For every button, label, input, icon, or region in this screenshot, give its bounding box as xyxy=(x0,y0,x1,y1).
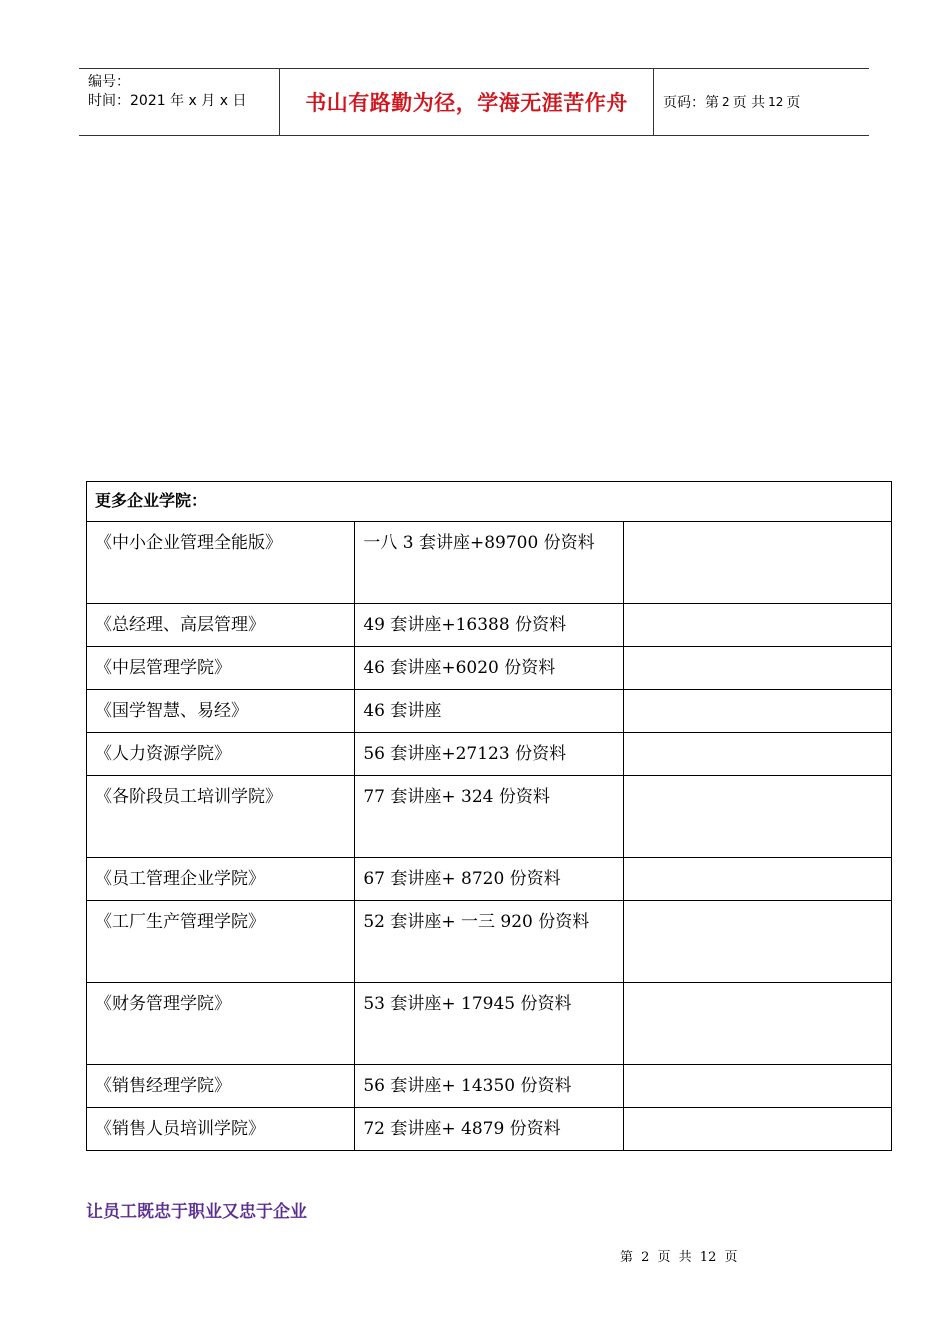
page-suffix: 页 xyxy=(786,95,801,111)
course-name: 《总经理、高层管理》 xyxy=(87,604,355,647)
table-row xyxy=(87,1108,892,1151)
table-row xyxy=(87,522,892,604)
table-title: 更多企业学院： xyxy=(87,482,892,522)
course-extra xyxy=(623,1065,891,1108)
course-name: 《工厂生产管理学院》 xyxy=(87,901,355,983)
page-footer: 第 2 页 共 12 页 xyxy=(620,1250,738,1265)
page-mid: 页 共 xyxy=(732,95,766,111)
table-row xyxy=(87,858,892,901)
course-extra xyxy=(623,776,891,858)
course-name: 《销售人员培训学院》 xyxy=(87,1108,355,1151)
course-name: 《中层管理学院》 xyxy=(87,647,355,690)
course-extra xyxy=(623,647,891,690)
course-detail: 46 套讲座 xyxy=(355,690,623,733)
course-name: 《国学智慧、易经》 xyxy=(87,690,355,733)
table-row xyxy=(87,647,892,690)
course-detail: 46 套讲座+6020 份资料 xyxy=(355,647,623,690)
header-motto: 书山有路勤为径，学海无涯苦作舟 xyxy=(280,69,654,135)
course-name: 《中小企业管理全能版》 xyxy=(87,522,355,604)
table-row xyxy=(87,1065,892,1108)
slogan: 让员工既忠于职业又忠于企业 xyxy=(86,1202,307,1222)
course-name: 《员工管理企业学院》 xyxy=(87,858,355,901)
course-detail: 56 套讲座+27123 份资料 xyxy=(355,733,623,776)
page-current: 2 xyxy=(722,95,730,109)
table-row xyxy=(87,901,892,983)
table-row xyxy=(87,690,892,733)
course-extra xyxy=(623,733,891,776)
course-extra xyxy=(623,983,891,1065)
header-meta xyxy=(79,69,280,135)
course-detail: 56 套讲座+ 14350 份资料 xyxy=(355,1065,623,1108)
course-name: 《人力资源学院》 xyxy=(87,733,355,776)
course-extra xyxy=(623,690,891,733)
table-row xyxy=(87,604,892,647)
course-detail: 72 套讲座+ 4879 份资料 xyxy=(355,1108,623,1151)
course-extra xyxy=(623,604,891,647)
course-detail: 一八 3 套讲座+89700 份资料 xyxy=(355,522,623,604)
course-detail: 52 套讲座+ 一三 920 份资料 xyxy=(355,901,623,983)
course-detail: 53 套讲座+ 17945 份资料 xyxy=(355,983,623,1065)
document-time-label: 时间：2021 年 x 月 x 日 xyxy=(88,93,247,109)
course-name: 《各阶段员工培训学院》 xyxy=(87,776,355,858)
course-detail: 49 套讲座+16388 份资料 xyxy=(355,604,623,647)
course-extra xyxy=(623,901,891,983)
table-row xyxy=(87,733,892,776)
course-detail: 67 套讲座+ 8720 份资料 xyxy=(355,858,623,901)
courses-table xyxy=(86,481,892,1151)
page-header xyxy=(79,68,869,136)
page-total: 12 xyxy=(768,95,784,109)
course-extra xyxy=(623,1108,891,1151)
page-prefix: 页码：第 xyxy=(663,95,719,111)
course-extra xyxy=(623,858,891,901)
table-row xyxy=(87,776,892,858)
course-name: 《财务管理学院》 xyxy=(87,983,355,1065)
header-page-indicator xyxy=(654,69,869,135)
table-row xyxy=(87,983,892,1065)
course-detail: 77 套讲座+ 324 份资料 xyxy=(355,776,623,858)
course-extra xyxy=(623,522,891,604)
table-title-row xyxy=(87,482,892,522)
document-number-label: 编号： xyxy=(88,74,130,90)
course-name: 《销售经理学院》 xyxy=(87,1065,355,1108)
